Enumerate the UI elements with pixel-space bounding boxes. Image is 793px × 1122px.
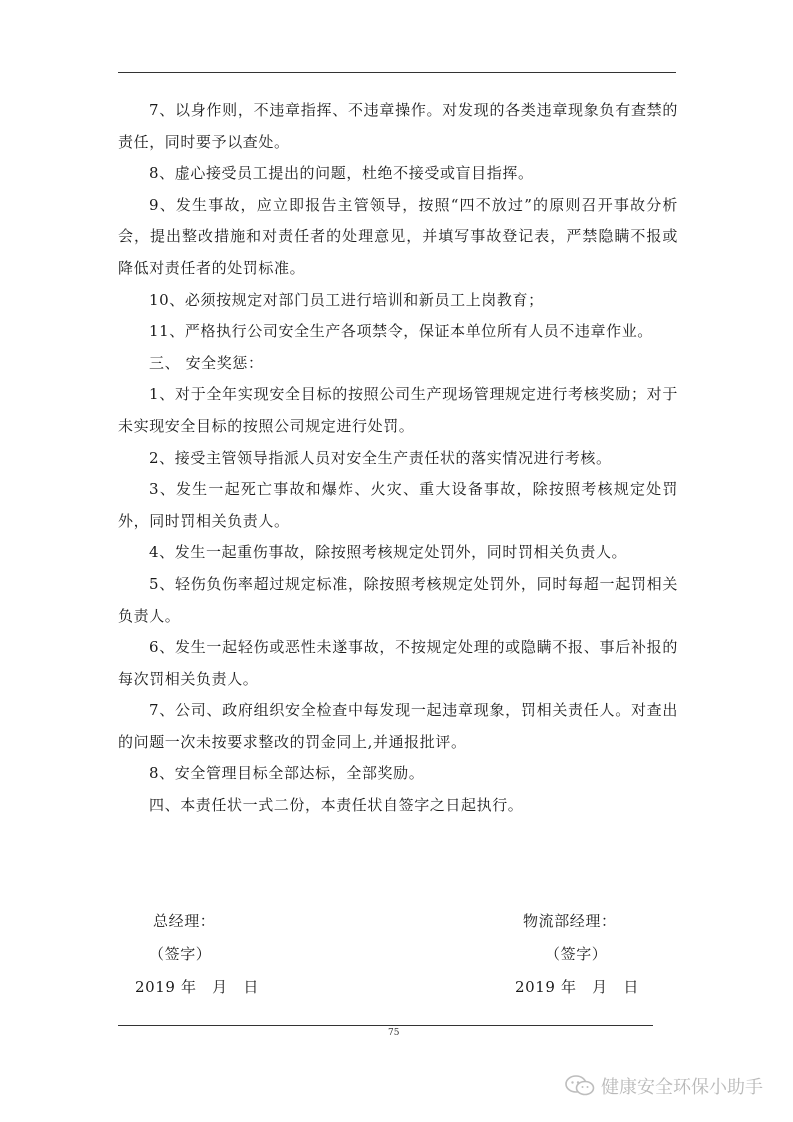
signature-title: 物流部经理： <box>523 912 617 930</box>
paragraph: 1、对于全年实现安全目标的按照公司生产现场管理规定进行考核奖励；对于未实现安全目标的按照公司规定进行处罚。 <box>118 385 678 435</box>
footer-rule <box>118 1025 653 1026</box>
header-rule <box>118 72 676 73</box>
paragraph: 2、接受主管领导指派人员对安全生产责任状的落实情况进行考核。 <box>149 448 612 467</box>
signature-label: （签字） <box>545 945 608 963</box>
signature-block-general-manager <box>135 905 259 1004</box>
paragraph: 4、发生一起重伤事故，除按照考核规定处罚外，同时罚相关负责人。 <box>149 543 628 562</box>
paragraph: 5、轻伤负伤率超过规定标准，除按照考核规定处罚外，同时每超一起罚相关负责人。 <box>118 574 678 625</box>
signature-block-logistics-manager <box>515 905 639 1004</box>
section-heading: 四、本责任状一式二份，本责任状自签字之日起执行。 <box>149 796 524 815</box>
paragraph: 3、发生一起死亡事故和爆炸、火灾、重大设备事故，除按照考核规定处罚外，同时罚相关负责人。 <box>118 480 678 530</box>
paragraph: 8、安全管理目标全部达标，全部奖励。 <box>149 764 425 783</box>
wechat-icon <box>565 1074 595 1098</box>
signature-label: （签字） <box>149 945 212 963</box>
signature-title: 总经理： <box>153 912 216 930</box>
signature-date: 2019 年 月 日 <box>135 978 259 996</box>
section-heading: 三、 安全奖惩： <box>149 353 264 372</box>
paragraph: 9、发生事故，应立即报告主管领导，按照“四不放过”的原则召开事故分析会，提出整改措施和对责任者的处理意见，并填写事故登记表，严禁隐瞒不报或降低对责任者的处罚标准。 <box>118 195 678 277</box>
signature-date: 2019 年 月 日 <box>515 978 639 996</box>
paragraph: 8、虚心接受员工提出的问题，杜绝不接受或盲目指挥。 <box>149 164 534 183</box>
watermark <box>565 1073 763 1099</box>
paragraph: 11、严格执行公司安全生产各项禁令，保证本单位所有人员不违章作业。 <box>149 322 653 341</box>
page-number: 75 <box>388 1028 400 1038</box>
document-body <box>118 95 678 822</box>
paragraph: 6、发生一起轻伤或恶性未遂事故，不按规定处理的或隐瞒不报、事后补报的每次罚相关负责人。 <box>118 638 678 688</box>
paragraph: 7、公司、政府组织安全检查中每发现一起违章现象，罚相关责任人。对查出的问题一次未按要求整改的罚金同上,并通报批评。 <box>118 701 678 751</box>
paragraph: 10、必须按规定对部门员工进行培训和新员工上岗教育； <box>149 290 544 309</box>
paragraph: 7、以身作则，不违章指挥、不违章操作。对发现的各类违章现象负有查禁的责任，同时要予以查处。 <box>118 101 678 151</box>
watermark-text: 健康安全环保小助手 <box>601 1077 763 1098</box>
